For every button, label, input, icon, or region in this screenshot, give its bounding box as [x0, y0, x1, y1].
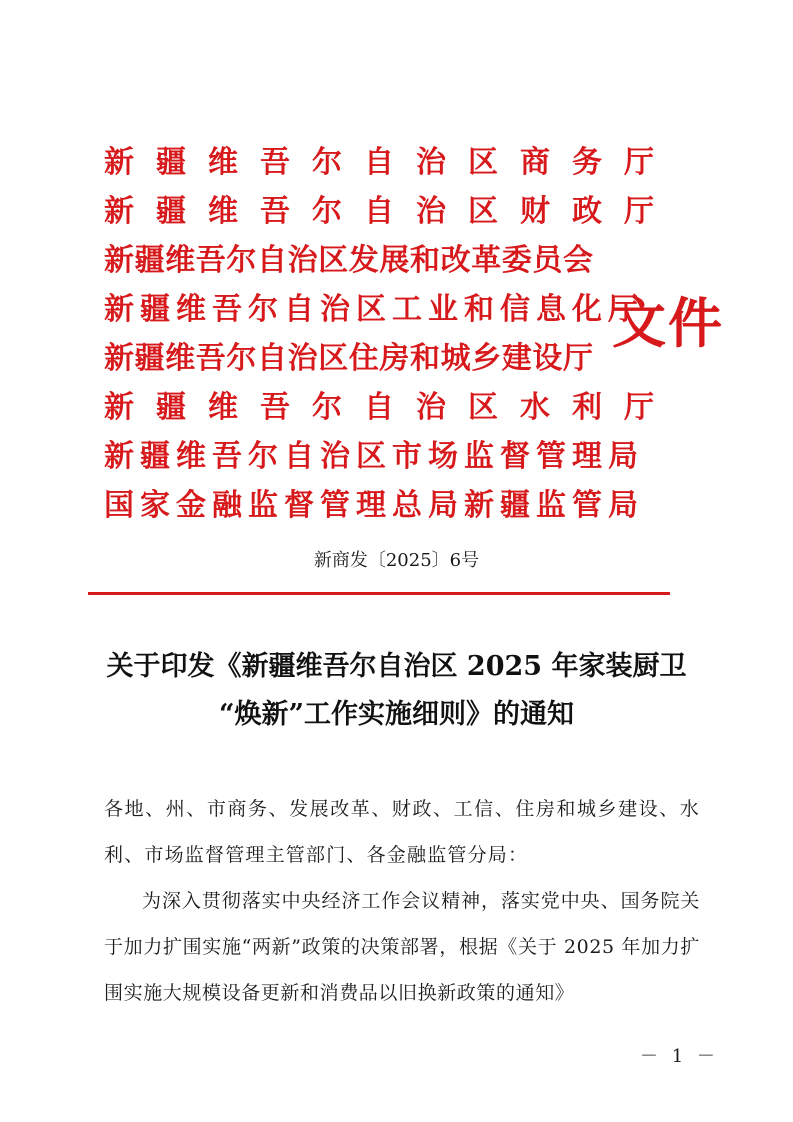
issuer-commerce: 新疆维吾尔自治区商务厅: [104, 145, 676, 180]
issuer-water-resources: 新疆维吾尔自治区水利厅: [104, 390, 676, 425]
issuer-housing-construction: 新疆维吾尔自治区住房和城乡建设厅: [104, 341, 594, 376]
document-label: 文件: [612, 291, 724, 355]
salutation: 各地、州、市商务、发展改革、财政、工信、住房和城乡建设、水利、市场监督管理主管部门、各金融监管分局：: [104, 798, 700, 866]
title-line-2: “焕新”工作实施细则》的通知: [218, 699, 575, 730]
issuer-financial-regulation: 国家金融监督管理总局新疆监管局: [104, 488, 644, 523]
page-number: － 1 －: [640, 1046, 719, 1067]
issuer-industry-it: 新疆维吾尔自治区工业和信息化厅: [104, 292, 644, 327]
document-title: [60, 643, 733, 739]
issuer-market-regulation: 新疆维吾尔自治区市场监督管理局: [104, 439, 644, 474]
red-divider: [88, 592, 670, 595]
title-line-1: 关于印发《新疆维吾尔自治区 2025 年家装厨卫: [106, 651, 687, 682]
document-body: [104, 786, 700, 1016]
issuer-finance: 新疆维吾尔自治区财政厅: [104, 194, 676, 229]
paragraph-1: 为深入贯彻落实中央经济工作会议精神，落实党中央、国务院关于加力扩围实施“两新”政策的决策部署，根据《关于 2025 年加力扩围实施大规模设备更新和消费品以旧换新政策的通知》: [104, 890, 700, 1004]
issuer-development-reform: 新疆维吾尔自治区发展和改革委员会: [104, 243, 594, 278]
document-number: 新商发〔2025〕6号: [313, 550, 480, 571]
